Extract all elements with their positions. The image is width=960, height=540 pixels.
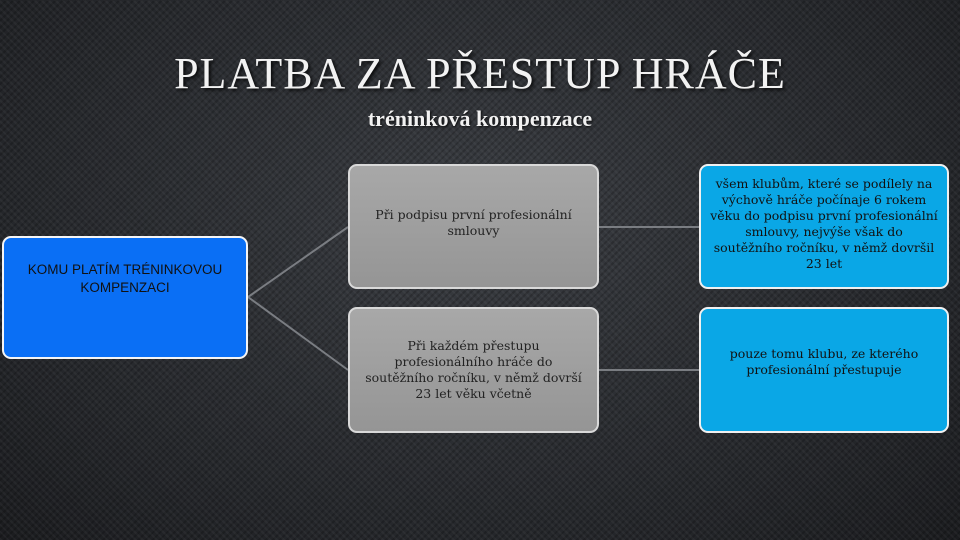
condition-node-label: Při každém přestupu profesionálního hráče do soutěžního ročníku, v němž dovrší 23 let věku včetně [365, 338, 582, 401]
root-node [2, 236, 248, 359]
root-node-label: KOMU PLATÍM TRÉNINKOVOU KOMPENZACI [27, 262, 223, 295]
condition-node-label: Při podpisu první profesionální smlouvy [375, 206, 572, 238]
recipient-node-label: všem klubům, které se podílely na výchově hráče počínaje 6 rokem věku do podpisu první profesionální smlouvy, nejvýše však do soutěžního ročníku, v němž dovršil 23 let [710, 175, 938, 271]
recipient-node-previous-club [699, 307, 949, 433]
condition-node-each-transfer [348, 307, 599, 433]
slide-subtitle: tréninková kompenzace [367, 106, 593, 131]
recipient-node-label: pouze tomu klubu, ze kterého profesionální přestupuje [729, 346, 919, 377]
recipient-node-all-clubs [699, 164, 949, 289]
connector-root-to-condition-2 [248, 297, 348, 370]
connector-root-to-condition-1 [248, 227, 348, 297]
condition-node-first-contract [348, 164, 599, 289]
slide-title: PLATBA ZA PŘESTUP HRÁČE [174, 49, 786, 98]
